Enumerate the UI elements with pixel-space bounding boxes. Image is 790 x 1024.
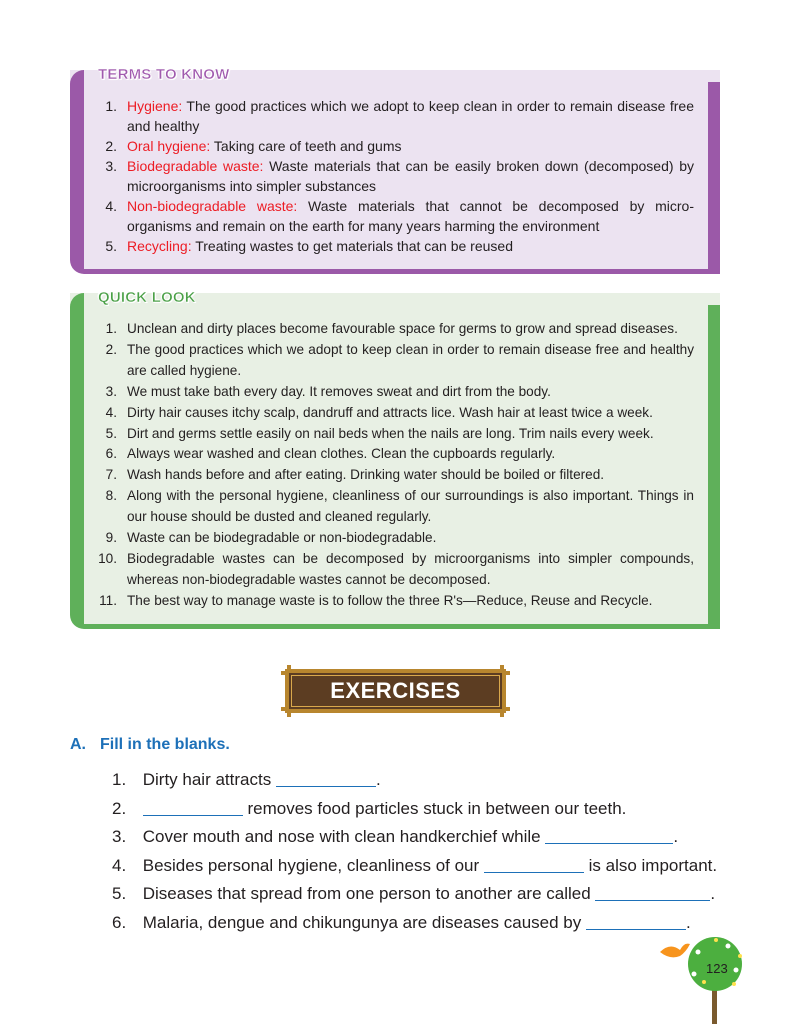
fill-in-blanks-list [112,766,717,938]
answer-blank[interactable] [143,799,243,816]
answer-blank[interactable] [545,827,673,844]
exercise-item: 1. Dirty hair attracts . [112,770,381,789]
terms-item: 5. Recycling: Treating wastes to get materials that can be reused [105,238,513,254]
terms-item: 2. Oral hygiene: Taking care of teeth and gums [105,138,402,154]
quick-look-item: 8. Along with the personal hygiene, cleanliness of our surroundings is also important. Things in our house should be dusted and cleaned regularly. [105,488,694,525]
terms-list [98,96,694,256]
section-letter: A. [70,736,86,753]
term-definition: Waste materials that can be easily broken down (decomposed) by microorganisms into simpler substances [127,158,694,194]
terms-sidebar-bar [70,70,84,274]
terms-bottom-bar [84,269,720,274]
quick-look-box [70,289,720,629]
quick-look-item: 4. Dirty hair causes itchy scalp, dandruff and attracts lice. Wash hair at least twice a week. [105,404,653,420]
section-a-title [70,736,230,754]
quick-look-item: 11. The best way to manage waste is to follow the three R's—Reduce, Reuse and Recycle. [99,592,653,608]
term-name: Recycling: [127,238,192,254]
terms-item: 1. Hygiene: The good practices which we adopt to keep clean in order to remain disease free and healthy [105,98,694,134]
quick-bottom-bar [84,624,720,629]
exercise-item: 2. removes food particles stuck in between our teeth. [112,798,627,818]
answer-blank[interactable] [586,913,686,930]
quick-look-list [98,319,694,612]
exercise-item: 4. Besides personal hygiene, cleanliness of our is also important. [112,855,718,875]
term-name: Non-biodegradable waste: [127,198,298,214]
quick-look-item: 5. Dirt and germs settle easily on nail beds when the nails are long. Trim nails every week. [105,425,654,441]
answer-blank[interactable] [595,884,710,901]
exercise-item: 6. Malaria, dengue and chikungunya are diseases caused by . [112,912,691,932]
terms-item: 4. Non-biodegradable waste: Waste materials that cannot be decomposed by micro-organisms and remain on the earth for many years harming the environment [105,198,694,234]
quick-sidebar-bar [70,293,84,629]
term-definition: The good practices which we adopt to keep clean in order to remain disease free and healthy [127,98,694,134]
exercises-banner [281,665,510,717]
quick-right-bar [708,305,720,629]
tree-icon [658,930,758,1024]
answer-blank[interactable] [276,770,376,787]
quick-look-item: 7. Wash hands before and after eating. Drinking water should be boiled or filtered. [105,467,605,483]
quick-look-item: 10. Biodegradable wastes can be decomposed by microorganisms into simpler compounds, whereas non-biodegradable wastes cannot be decomposed. [98,550,694,587]
section-heading: Fill in the blanks. [100,736,230,753]
term-name: Hygiene: [127,98,183,114]
quick-look-item: 3. We must take bath every day. It removes sweat and dirt from the body. [105,383,551,399]
term-name: Biodegradable waste: [127,158,264,174]
exercise-item: 3. Cover mouth and nose with clean handkerchief while . [112,827,679,847]
quick-look-item: 2. The good practices which we adopt to keep clean in order to remain disease free and healthy are called hygiene. [105,341,694,378]
page-number: 123 [706,961,728,976]
answer-blank[interactable] [484,856,584,873]
quick-look-item: 6. Always wear washed and clean clothes. Clean the cupboards regularly. [105,446,556,462]
terms-right-bar [708,82,720,274]
term-name: Oral hygiene: [127,138,211,154]
terms-heading: TERMS TO KNOW [98,66,230,83]
quick-look-item: 9. Waste can be biodegradable or non-biodegradable. [105,530,437,546]
exercise-item: 5. Diseases that spread from one person to another are called . [112,884,716,904]
term-definition: Treating wastes to get materials that can be reused [191,238,513,254]
term-definition: Taking care of teeth and gums [210,138,402,154]
terms-to-know-box [70,66,720,274]
exercises-title: EXERCISES [330,678,461,703]
terms-item: 3. Biodegradable waste: Waste materials that can be easily broken down (decomposed) by microorganisms into simpler substances [105,158,694,194]
term-definition: Waste materials that cannot be decomposed by micro-organisms and remain on the earth for many years harming the environment [127,198,694,234]
bird-icon [660,944,690,958]
quick-look-item: 1. Unclean and dirty places become favourable space for germs to grow and spread diseases. [105,321,678,336]
quick-look-heading: QUICK LOOK [98,289,196,306]
